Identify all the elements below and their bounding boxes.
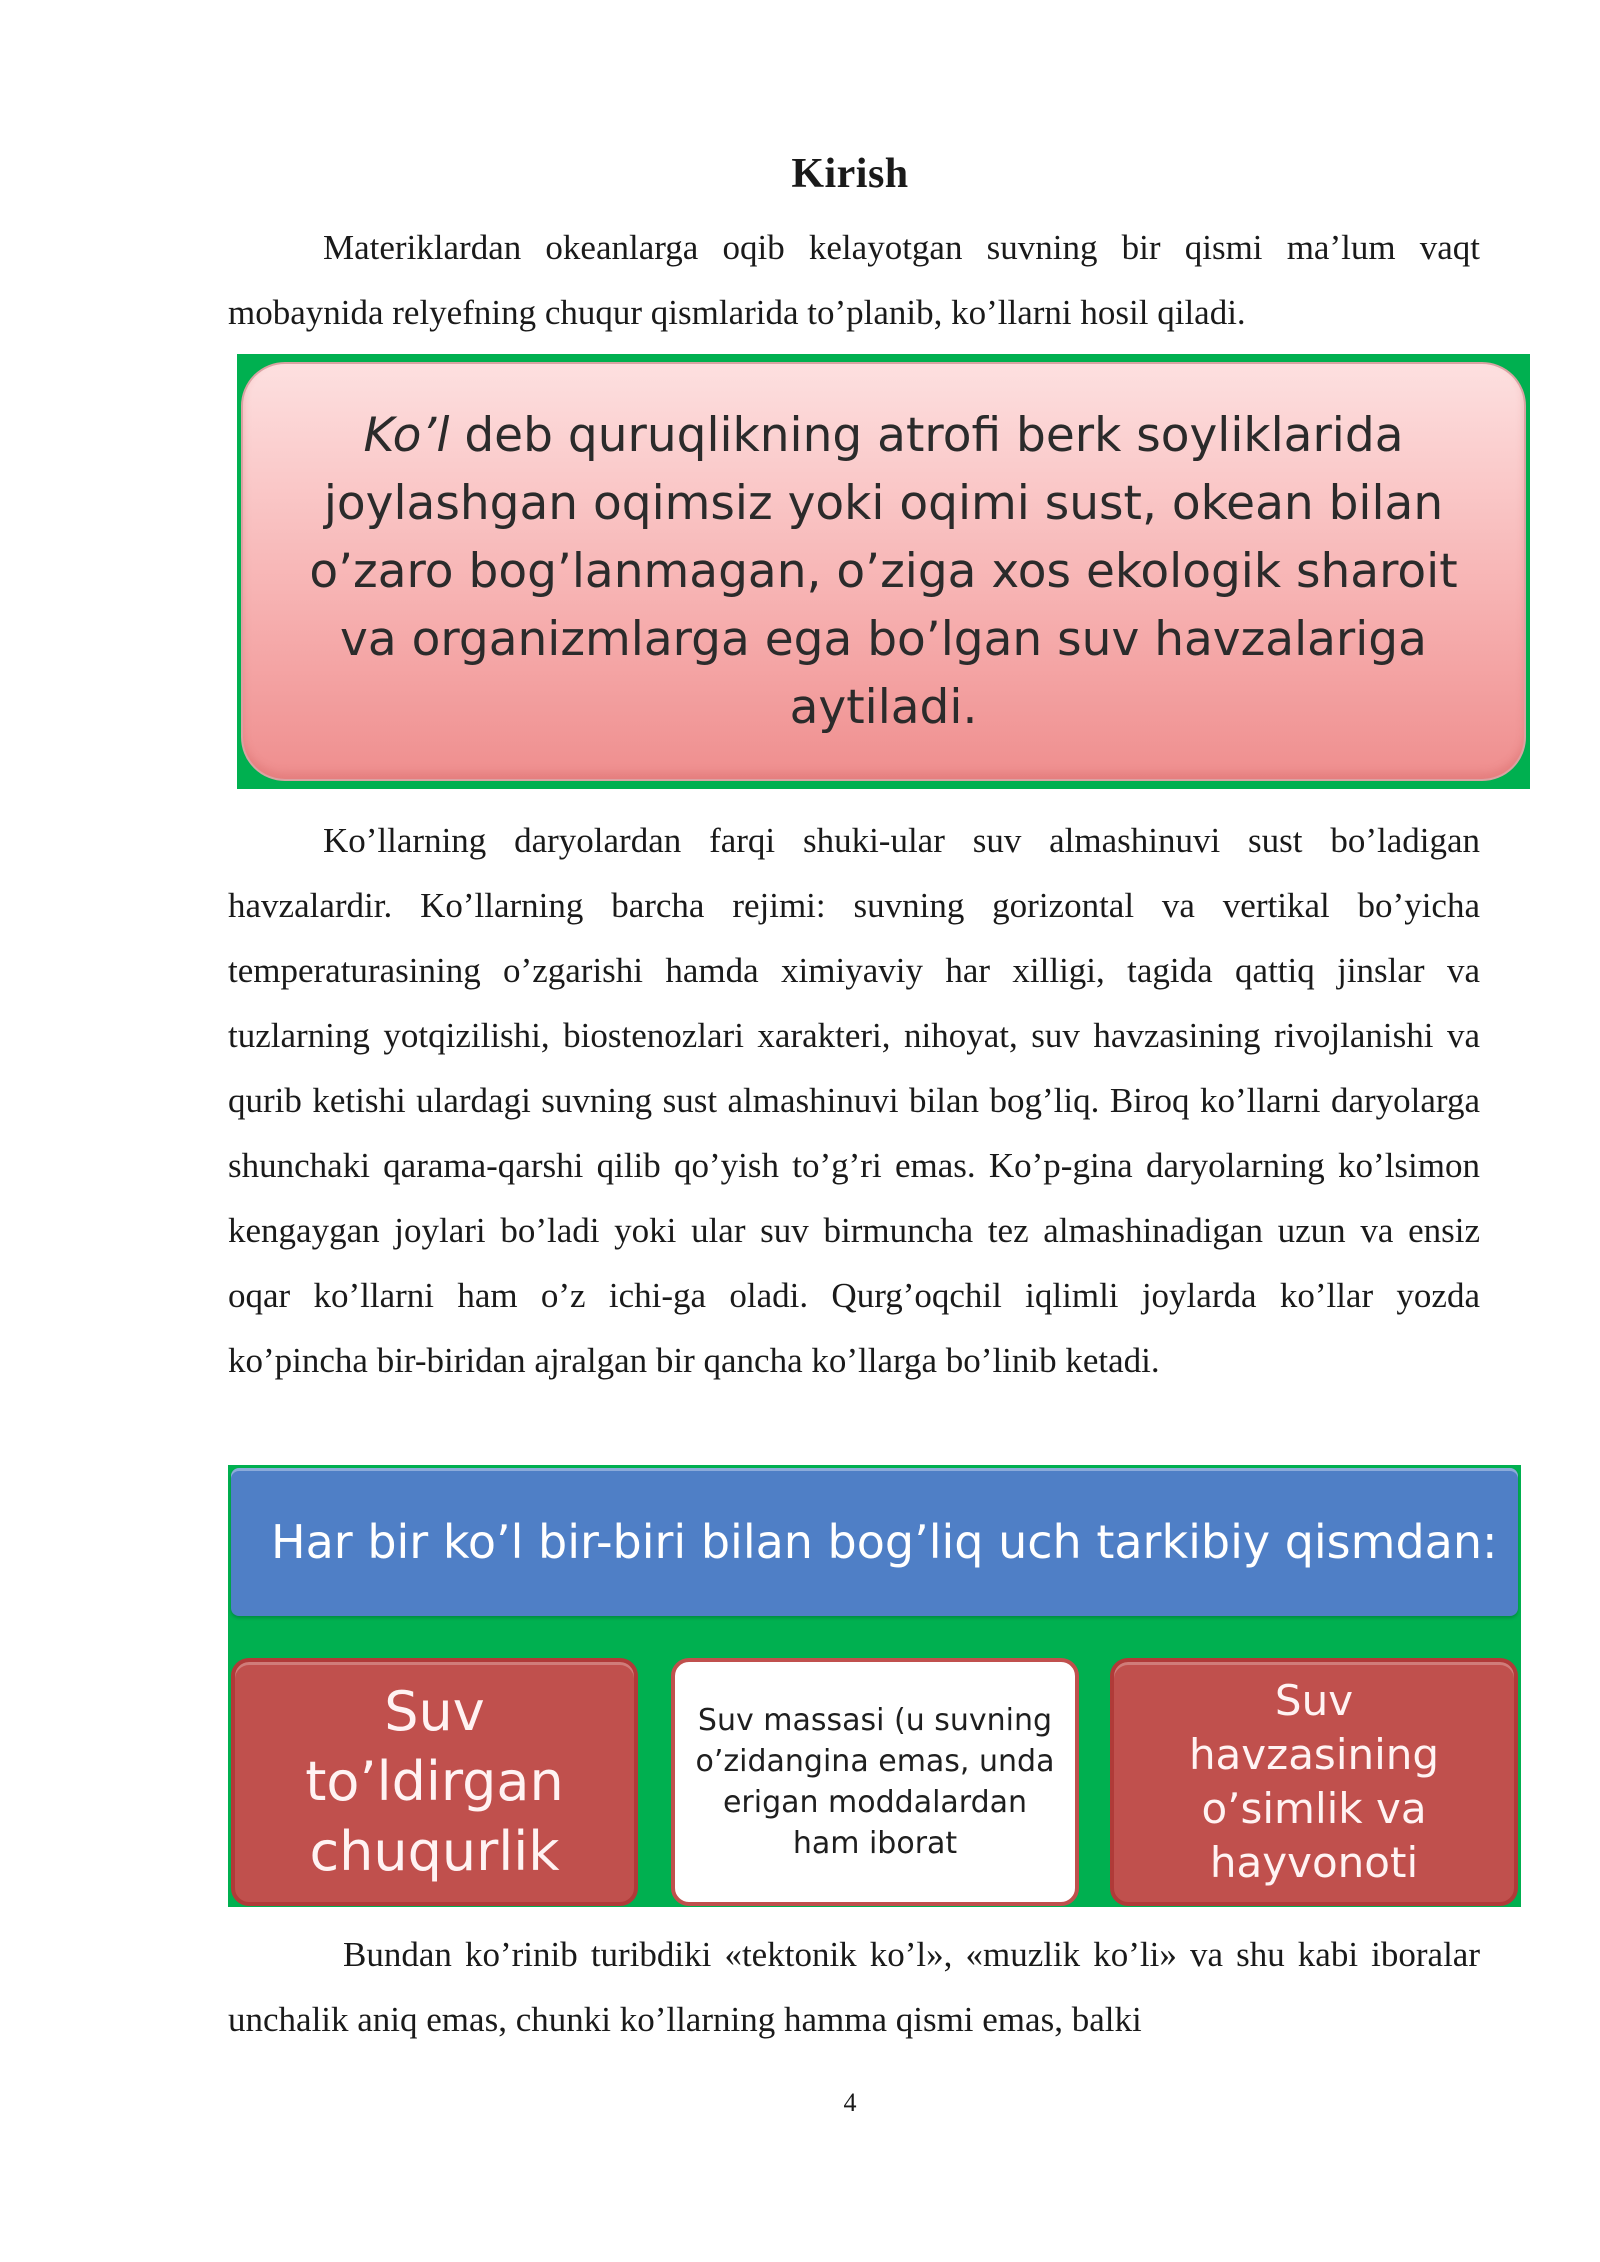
component-card-label: Suv to’ldirgan chuqurlik <box>305 1680 564 1883</box>
definition-content <box>283 402 1484 742</box>
page-number: 4 <box>843 2088 857 2117</box>
paragraph-lakes-vs-rivers: Ko’llarning daryolardan farqi shuki-ular suv almashinuvi sust bo’ladigan havzalardir. Ko’llarning barcha rejimi: suvning gorizontal va vertikal bo’yicha temperaturasining o’zgarishi hamda ximiyaviy har xilligi, tagida qattiq jinslar va tuzlarning yotqizilishi, biostenozlari xarakteri, nihoyat, suv havzasining rivojlanishi va qurib ketishi ulardagi suvning sust almashinuvi bilan bog’liq. Biroq ko’llarni daryolarga shunchaki qarama-qarshi qilib qo’yish to’g’ri emas. Ko’p-gina daryolarning ko’lsimon kengaygan joylari bo’ladi yoki ular suv birmuncha tez almashinadigan uzun va ensiz oqar ko’llarni ham o’z ichi-ga oladi. Qurg’oqchil iqlimli joylarda ko’llar yozda ko’pincha bir-biridan ajralgan bir qancha ko’llarga bo’linib ketadi. <box>228 821 1480 1380</box>
diagram-header: Har bir ko’l bir-biri bilan bog’liq uch tarkibiy qismdan: <box>231 1468 1518 1616</box>
definition-term: Ko’l <box>363 407 450 463</box>
component-card-label: Suv massasi (u suvning o’zidangina emas, unda erigan moddalardan ham iborat <box>695 1703 1055 1861</box>
paragraph-conclusion: Bundan ko’rinib turibdiki «tektonik ko’l», «muzlik ko’li» va shu kabi iboralar unchalik aniq emas, chunki ko’llarning hamma qismi emas, balki <box>228 1935 1480 2039</box>
definition-text: deb quruqlikning atrofi berk soyliklarida joylashgan oqimsiz yoki oqimi sust, okean bilan o’zaro bog’lanmagan, o’ziga xos ekologik sharoit va organizmlarga ega bo’lgan suv havzalariga aytiladi. <box>309 407 1458 735</box>
paragraph-intro: Materiklardan okeanlarga oqib kelayotgan suvning bir qismi ma’lum vaqt mobaynida relyefning chuqur qismlarida to’planib, ko’llarni hosil qiladi. <box>228 228 1480 332</box>
component-card-basin <box>231 1658 638 1906</box>
component-card-flora-fauna <box>1110 1658 1518 1906</box>
component-card-label: Suv havzasining o’simlik va hayvonoti <box>1188 1676 1440 1887</box>
definition-frame <box>237 354 1530 789</box>
lake-components-diagram <box>228 1465 1521 1907</box>
page-title: Kirish <box>791 151 909 197</box>
definition-box <box>241 362 1526 781</box>
component-card-water-mass <box>671 1658 1079 1906</box>
